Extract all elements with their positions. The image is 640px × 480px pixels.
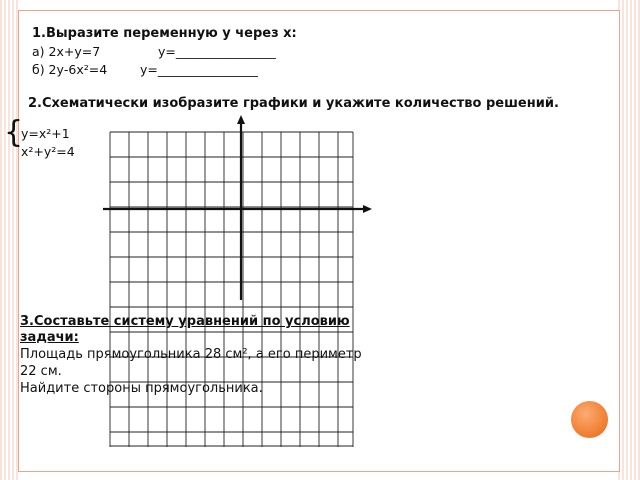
x-axis [103, 205, 372, 213]
task1-title: 1.Выразите переменную у через х: [32, 26, 297, 41]
task2-title-end: . [553, 96, 559, 111]
task1-b-answer-line: у=________________ [140, 62, 258, 77]
y-axis [237, 115, 245, 300]
task2-title [28, 96, 559, 111]
task2-title-text: 2.Схематически изобразите графики и укажите количество решений [28, 96, 554, 111]
system-equation-1: у=х²+1 [21, 126, 70, 141]
task1-b-equation: б) 2у-6х²=4 [32, 62, 108, 77]
task1-a-answer-line: у=________________ [158, 44, 276, 59]
left-stripes [0, 0, 18, 480]
task3-body-line1: Площадь прямоугольника 28 см², а его периметр [20, 347, 362, 362]
system-equation-2: х²+у²=4 [21, 144, 75, 159]
right-stripes [618, 0, 640, 480]
system-brace: { [4, 115, 24, 150]
task3-body-line3: Найдите стороны прямоугольника. [20, 381, 263, 396]
orange-circle-icon [571, 401, 608, 438]
task3-title-line1: 3.Составьте систему уравнений по условию [20, 314, 350, 329]
task1-a-equation: а) 2х+у=7 [32, 44, 101, 59]
task3-body-line2: 22 см. [20, 364, 62, 379]
coordinate-grid [102, 112, 372, 447]
task3-title-line2: задачи: [20, 330, 79, 345]
